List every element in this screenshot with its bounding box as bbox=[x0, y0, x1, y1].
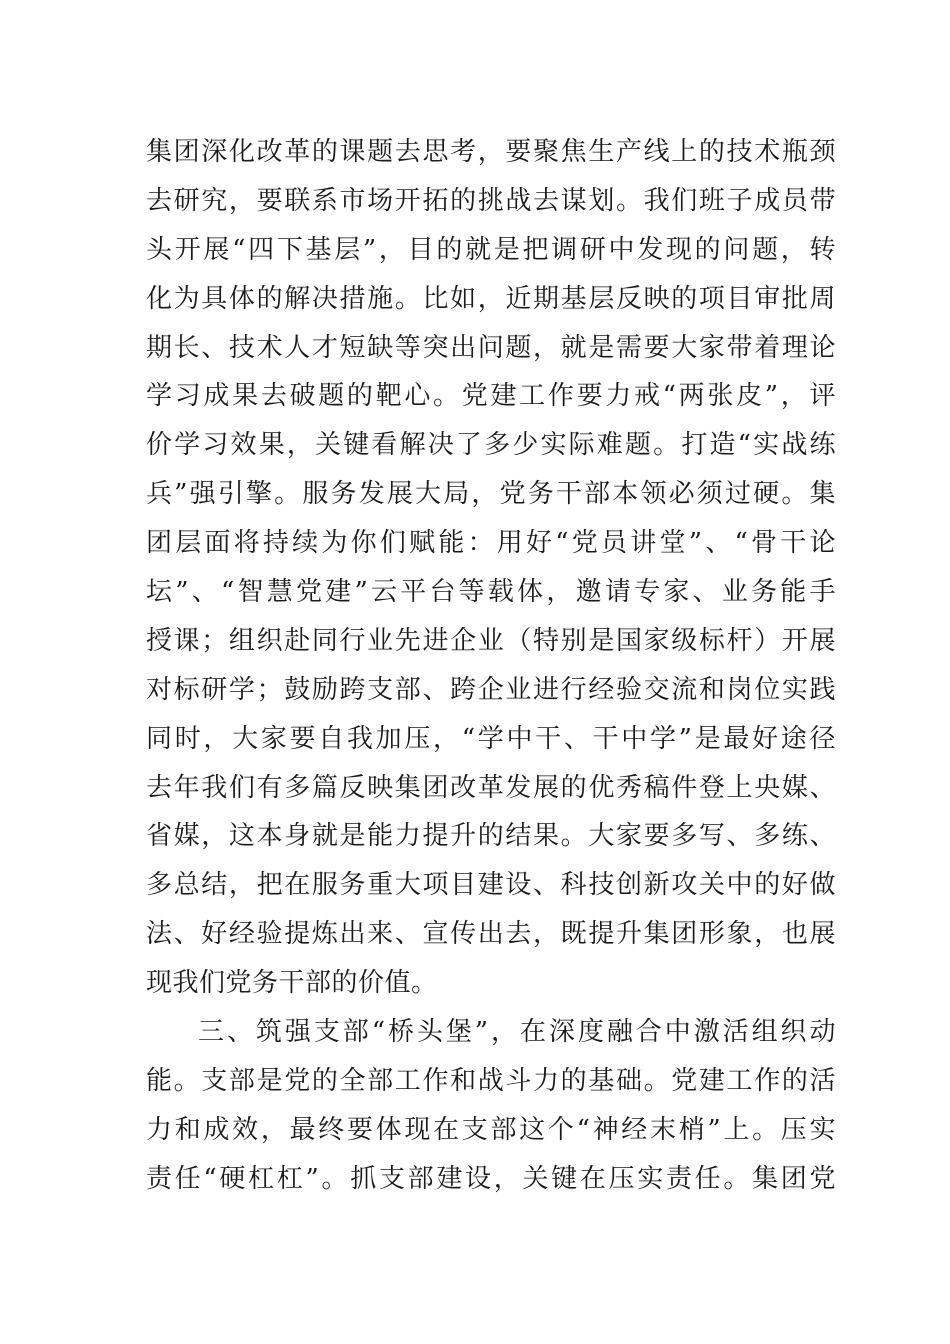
text-line: 兵”强引擎。服务发展大局，党务干部本领必须过硬。集 bbox=[146, 479, 836, 510]
text-line: 省媒，这本身就是能力提升的结果。大家要多写、多练、 bbox=[146, 821, 836, 852]
text-line: 同时，大家要自我加压，“学中干、干中学”是最好途径 bbox=[146, 723, 836, 754]
text-line: 化为具体的解决措施。比如，近期基层反映的项目审批周 bbox=[146, 283, 836, 314]
section-heading-line: 三、筑强支部“桥头堡”，在深度融合中激活组织动 bbox=[198, 1017, 836, 1048]
text-line: 责任“硬杠杠”。抓支部建设，关键在压实责任。集团党 bbox=[146, 1163, 836, 1194]
text-line: 去研究，要联系市场开拓的挑战去谋划。我们班子成员带 bbox=[146, 185, 836, 216]
text-line: 期长、技术人才短缺等突出问题，就是需要大家带着理论 bbox=[146, 332, 836, 363]
text-line: 集团深化改革的课题去思考，要聚焦生产线上的技术瓶颈 bbox=[146, 137, 836, 167]
text-line: 法、好经验提炼出来、宣传出去，既提升集团形象，也展 bbox=[146, 919, 836, 950]
text-line: 价学习效果，关键看解决了多少实际难题。打造“实战练 bbox=[146, 430, 836, 461]
text-line: 头开展“四下基层”，目的就是把调研中发现的问题，转 bbox=[146, 234, 836, 265]
text-line: 坛”、“智慧党建”云平台等载体，邀请专家、业务能手 bbox=[146, 577, 836, 608]
text-line: 团层面将持续为你们赋能：用好“党员讲堂”、“骨干论 bbox=[146, 528, 836, 559]
paragraph-end-line: 现我们党务干部的价值。 bbox=[146, 968, 438, 999]
text-line: 力和成效，最终要体现在支部这个“神经末梢”上。压实 bbox=[146, 1114, 836, 1145]
text-line: 去年我们有多篇反映集团改革发展的优秀稿件登上央媒、 bbox=[146, 772, 836, 803]
text-line: 能。支部是党的全部工作和战斗力的基础。党建工作的活 bbox=[146, 1065, 836, 1096]
document-body bbox=[146, 128, 836, 1204]
text-line: 授课；组织赴同行业先进企业（特别是国家级标杆）开展 bbox=[146, 625, 836, 656]
text-line: 多总结，把在服务重大项目建设、科技创新攻关中的好做 bbox=[146, 870, 836, 901]
text-line: 学习成果去破题的靶心。党建工作要力戒“两张皮”，评 bbox=[146, 381, 836, 412]
text-line: 对标研学；鼓励跨支部、跨企业进行经验交流和岗位实践 bbox=[146, 674, 836, 705]
